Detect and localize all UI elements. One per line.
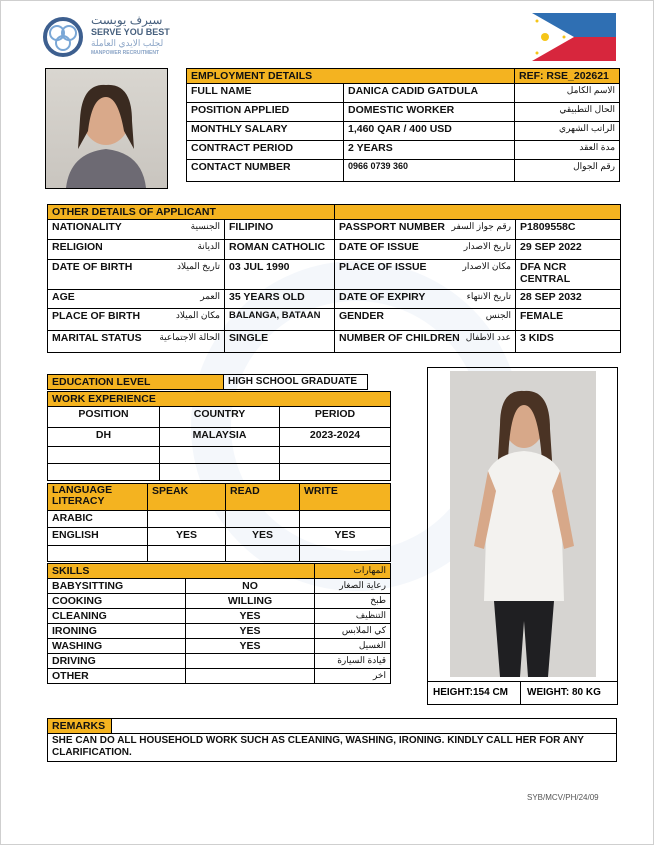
skill-other-value (186, 669, 315, 684)
skill-ironing-arabic: كي الملابس (315, 624, 391, 639)
logo-name: SERVE YOU BEST (91, 27, 170, 37)
skill-washing: WASHING (48, 639, 186, 654)
other-details-heading: OTHER DETAILS OF APPLICANT (48, 205, 335, 220)
expiry-label: DATE OF EXPIRY تاريخ الانتهاء (335, 290, 516, 309)
language-col-speak: SPEAK (148, 484, 226, 511)
skills-table (47, 563, 391, 684)
work-row-period: 2023-2024 (280, 428, 391, 447)
employment-details-table (186, 68, 620, 182)
remarks-heading: REMARKS (48, 719, 112, 734)
work-row-empty (280, 464, 391, 481)
skill-cleaning-arabic: التنظيف (315, 609, 391, 624)
children-value: 3 KIDS (516, 331, 621, 353)
work-row-empty (280, 447, 391, 464)
applicant-photo-small (45, 68, 168, 189)
contract-value: 2 YEARS (344, 141, 515, 160)
logo-arabic-sub: لجلب الايدي العاملة (91, 38, 164, 48)
skill-babysitting-value: NO (186, 579, 315, 594)
marital-label: MARITAL STATUS الحالة الاجتماعية (48, 331, 225, 353)
remarks-table (47, 718, 617, 762)
birthplace-value: BALANGA, BATAAN (225, 309, 335, 331)
work-experience-heading: WORK EXPERIENCE (48, 392, 391, 407)
age-label: AGE العمر (48, 290, 225, 309)
skill-ironing-value: YES (186, 624, 315, 639)
full-name-arabic: الاسم الكامل (515, 84, 620, 103)
contract-arabic: مدة العقد (515, 141, 620, 160)
language-heading: LANGUAGE LITERACY (48, 484, 148, 511)
skill-driving: DRIVING (48, 654, 186, 669)
contact-value: 0966 0739 360 (344, 160, 515, 182)
work-row-empty (48, 447, 160, 464)
education-table (47, 374, 368, 390)
reference-number: REF: RSE_202621 (515, 69, 620, 84)
passport-value: P1809558C (516, 220, 621, 240)
contact-label: CONTACT NUMBER (187, 160, 344, 182)
employment-heading: EMPLOYMENT DETAILS (187, 69, 515, 84)
salary-label: MONTHLY SALARY (187, 122, 344, 141)
salary-arabic: الراتب الشهري (515, 122, 620, 141)
weight-value: WEIGHT: 80 KG (527, 687, 601, 698)
language-col-read: READ (226, 484, 300, 511)
english-speak: YES (148, 528, 226, 546)
logo-arabic: سيرف يوبست (91, 13, 163, 27)
issue-place-label: PLACE OF ISSUE مكان الاصدار (335, 260, 516, 290)
passport-label: PASSPORT NUMBER رقم جواز السفر (335, 220, 516, 240)
children-label: NUMBER OF CHILDREN عدد الاطفال (335, 331, 516, 353)
measurements-divider (428, 681, 617, 682)
remarks-text: SHE CAN DO ALL HOUSEHOLD WORK SUCH AS CLEANING, WASHING, IRONING. KINDLY CALL HER FOR ANY CLARIFICATION. (48, 734, 617, 762)
language-arabic: ARABIC (48, 511, 148, 528)
skill-ironing: IRONING (48, 624, 186, 639)
work-col-period: PERIOD (280, 407, 391, 428)
gender-value: FEMALE (516, 309, 621, 331)
english-write: YES (300, 528, 391, 546)
height-value: HEIGHT:154 CM (433, 687, 509, 698)
language-row-empty (48, 546, 148, 562)
dob-value: 03 JUL 1990 (225, 260, 335, 290)
work-row-empty (48, 464, 160, 481)
work-experience-table (47, 391, 391, 481)
other-details-table (47, 204, 621, 353)
skill-cooking-arabic: طبخ (315, 594, 391, 609)
arabic-read (226, 511, 300, 528)
language-row-empty (300, 546, 391, 562)
religion-label: RELIGION الديانة (48, 240, 225, 260)
full-photo-frame (427, 367, 618, 705)
nationality-value: FILIPINO (225, 220, 335, 240)
issue-date-value: 29 SEP 2022 (516, 240, 621, 260)
skills-heading: SKILLS (48, 564, 315, 579)
skill-other: OTHER (48, 669, 186, 684)
work-row-position: DH (48, 428, 160, 447)
position-arabic: الحال التطبيقي (515, 103, 620, 122)
issue-place-value: DFA NCR CENTRAL (516, 260, 621, 290)
company-logo (41, 13, 191, 61)
arabic-speak (148, 511, 226, 528)
other-details-heading-blank (335, 205, 621, 220)
salary-value: 1,460 QAR / 400 USD (344, 122, 515, 141)
philippines-flag-icon (532, 13, 616, 61)
education-label: EDUCATION LEVEL (48, 375, 224, 390)
english-read: YES (226, 528, 300, 546)
skill-babysitting-arabic: رعاية الصغار (315, 579, 391, 594)
religion-value: ROMAN CATHOLIC (225, 240, 335, 260)
work-row-empty (160, 447, 280, 464)
position-label: POSITION APPLIED (187, 103, 344, 122)
skills-heading-arabic: المهارات (315, 564, 391, 579)
applicant-photo-full (450, 371, 596, 677)
position-value: DOMESTIC WORKER (344, 103, 515, 122)
work-col-country: COUNTRY (160, 407, 280, 428)
dob-label: DATE OF BIRTH تاريخ الميلاد (48, 260, 225, 290)
measurements-separator (520, 681, 521, 704)
education-value: HIGH SCHOOL GRADUATE (224, 375, 368, 390)
contact-arabic: رقم الجوال (515, 160, 620, 182)
language-col-write: WRITE (300, 484, 391, 511)
language-row-empty (148, 546, 226, 562)
skill-cooking-value: WILLING (186, 594, 315, 609)
nationality-label: NATIONALITY الجنسية (48, 220, 225, 240)
skill-driving-value (186, 654, 315, 669)
age-value: 35 YEARS OLD (225, 290, 335, 309)
skill-washing-value: YES (186, 639, 315, 654)
skill-other-arabic: اخر (315, 669, 391, 684)
logo-emblem-icon (41, 15, 85, 59)
work-row-country: MALAYSIA (160, 428, 280, 447)
skill-driving-arabic: قيادة السيارة (315, 654, 391, 669)
language-table (47, 483, 391, 562)
logo-sub: MANPOWER RECRUITMENT (91, 50, 160, 56)
expiry-value: 28 SEP 2032 (516, 290, 621, 309)
skill-babysitting: BABYSITTING (48, 579, 186, 594)
skill-cooking: COOKING (48, 594, 186, 609)
skill-cleaning: CLEANING (48, 609, 186, 624)
language-row-empty (226, 546, 300, 562)
work-row-empty (160, 464, 280, 481)
full-name-value: DANICA CADID GATDULA (344, 84, 515, 103)
birthplace-label: PLACE OF BIRTH مكان الميلاد (48, 309, 225, 331)
gender-label: GENDER الجنس (335, 309, 516, 331)
contract-label: CONTRACT PERIOD (187, 141, 344, 160)
skill-cleaning-value: YES (186, 609, 315, 624)
arabic-write (300, 511, 391, 528)
marital-value: SINGLE (225, 331, 335, 353)
footer-code: SYB/MCV/PH/24/09 (527, 793, 599, 802)
skill-washing-arabic: الغسيل (315, 639, 391, 654)
issue-date-label: DATE OF ISSUE تاريخ الاصدار (335, 240, 516, 260)
work-col-position: POSITION (48, 407, 160, 428)
language-english: ENGLISH (48, 528, 148, 546)
full-name-label: FULL NAME (187, 84, 344, 103)
remarks-heading-blank (112, 719, 617, 734)
